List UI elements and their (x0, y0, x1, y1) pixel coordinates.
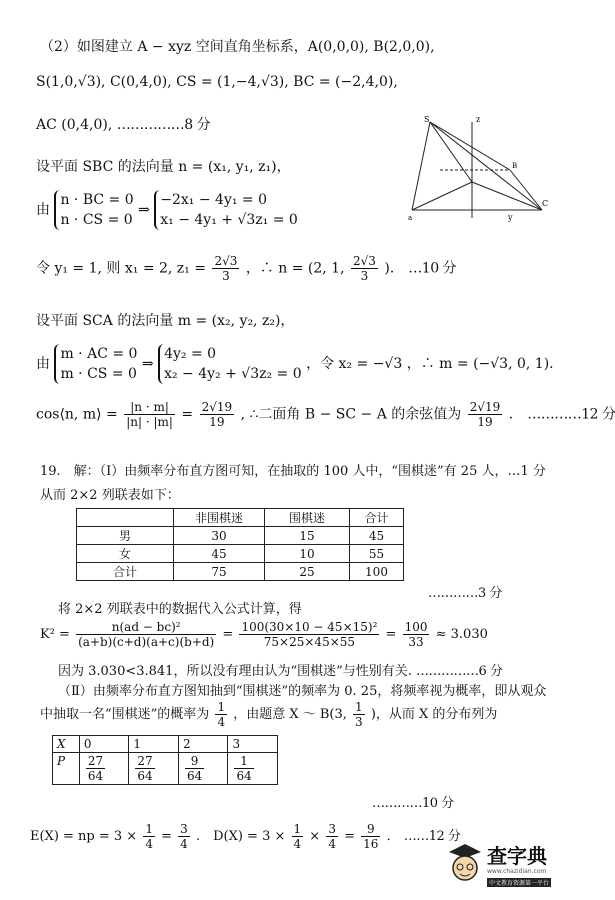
table-row (77, 545, 404, 563)
table-cell: 男 (77, 527, 174, 545)
frac-dx2 (326, 822, 338, 851)
line-ac (36, 114, 210, 134)
frac-num: 9 (185, 754, 204, 769)
part2-intro: （Ⅱ）由频率分布直方图知抽到“围棋迷”的频率为 0. 25，将频率视为概率，即从观众 (58, 684, 547, 699)
equals-sign: = (161, 829, 173, 844)
score-12b: ……12 分 (403, 829, 461, 844)
line-system-1 (36, 190, 298, 230)
frac-den: 64 (186, 769, 203, 783)
label-s: S (424, 115, 430, 124)
cond-m-cs: m · CS = 0 (60, 366, 137, 382)
frac-num: 1 (217, 700, 226, 714)
frac-k-numeric (239, 620, 379, 649)
frac-cos-value (200, 400, 235, 429)
frac-k-simplified (403, 620, 430, 649)
frac-dihedral-value (468, 400, 503, 429)
table-cell (79, 753, 129, 785)
chazidian-logo (445, 836, 563, 894)
frac-num: 3 (328, 822, 336, 836)
equals-sign: = (181, 406, 194, 423)
frac-den: 3 (222, 269, 230, 283)
label-y: y (508, 213, 513, 222)
table-cell: 75 (174, 563, 265, 581)
eq-m-2: x₂ − 4y₂ + √3z₂ = 0 (164, 366, 302, 382)
frac-ex1 (143, 822, 155, 851)
period: ． (386, 829, 400, 844)
n-solution-text: 令 y₁ = 1, 则 x₁ = 2, z₁ = (36, 260, 206, 277)
label-a: a (408, 214, 413, 222)
table-cell: 10 (265, 545, 350, 563)
frac-p2 (185, 754, 204, 783)
frac-num: 3 (180, 822, 188, 836)
edge-mid-c (472, 182, 542, 210)
score-12a: …………12 分 (527, 406, 615, 423)
mascot-icon (445, 840, 485, 886)
table-cell: 3 (228, 736, 278, 753)
because-line (58, 660, 502, 679)
line-coordinate-system: （2）如图建立 A − xyz 空间直角坐标系，A(0,0,0), B(2,0,0), (40, 39, 435, 55)
table-cell: 1 (129, 736, 179, 753)
logo-title: 查字典 (487, 844, 547, 868)
frac-num: 2√3 (353, 254, 376, 268)
edge-sa (412, 122, 430, 210)
frac-n3 (351, 254, 378, 283)
system-equations-m (158, 344, 302, 384)
table-header-row (77, 509, 404, 527)
frac-den: 19 (209, 415, 225, 429)
k-lhs: K² = (40, 627, 70, 642)
frac-binomial-p (353, 700, 365, 729)
frac-p1 (135, 754, 154, 783)
times-sign: × (309, 829, 321, 844)
frac-z1 (212, 254, 239, 283)
expectation-variance (30, 822, 460, 851)
frac-prob (215, 700, 227, 729)
q19-table-intro: 从而 2×2 列联表如下： (40, 488, 180, 503)
dihedral-text: , ∴二面角 B − SC − A 的余弦值为 (240, 406, 462, 423)
table-cell: 30 (174, 527, 265, 545)
system-equations-n (154, 190, 298, 230)
dx-text: . D(X) = 3 × (195, 829, 286, 844)
ac-vector: AC (0,4,0), (36, 117, 113, 133)
table-cell: 合计 (77, 563, 174, 581)
frac-num: 1 (355, 700, 363, 714)
frac-den: 64 (137, 769, 153, 783)
cond-m-ac: m · AC = 0 (60, 346, 138, 362)
frac-num: 1 (293, 822, 302, 836)
k-formula (40, 620, 488, 649)
equals-sign: = (385, 627, 397, 642)
prob-text: 中抽取一名“围棋迷”的概率为 (40, 707, 210, 722)
table-row-x (53, 736, 278, 753)
eq-n-2: x₁ − 4y₁ + √3z₁ = 0 (160, 212, 298, 228)
table-cell: X (53, 736, 80, 753)
line-n-solution (36, 254, 456, 283)
frac-den: 4 (328, 837, 336, 851)
you-prefix: 由 (36, 202, 50, 218)
frac-den: 3 (360, 269, 369, 283)
you-prefix-2: 由 (36, 356, 50, 372)
equals-sign: = (344, 829, 356, 844)
implies-arrow: ⇒ (138, 202, 150, 218)
q19-intro: 19. 解：（Ⅰ）由频率分布直方图可知，在抽取的 100 人中，“围棋迷”有 25 人，…1 分 (40, 464, 546, 479)
table-cell: P (53, 753, 80, 785)
line-system-2 (36, 344, 563, 384)
table-cell: 2 (178, 736, 228, 753)
frac-den: 64 (236, 769, 252, 783)
m-solution-text: ，令 x₂ = −√3 ，∴ m = (−√3, 0, 1)． (306, 356, 564, 372)
cond-n-bc: n · BC = 0 (60, 192, 134, 208)
frac-den: (a+b)(c+d)(a+c)(b+d) (78, 635, 215, 649)
table-cell: 45 (174, 545, 265, 563)
frac-den: 19 (477, 415, 493, 429)
system-conditions-n (54, 190, 133, 230)
frac-dx3 (361, 822, 380, 851)
table-cell: 合计 (350, 509, 404, 527)
score-8: ……………8 分 (116, 117, 211, 133)
frac-p0 (86, 754, 105, 783)
equals-sign: = (222, 627, 234, 642)
binomial-text: ，由题意 X ～ B(3, (233, 707, 347, 722)
label-z: z (476, 115, 481, 124)
because-text: 因为 3.030<3.841，所以没有理由认为“围棋迷”与性别有关. (58, 664, 412, 679)
frac-num: 2√3 (214, 254, 238, 268)
table-cell: 100 (350, 563, 404, 581)
edge-a-mid (412, 182, 472, 210)
frac-den: 4 (217, 715, 226, 729)
distribution-table (52, 735, 278, 785)
line-normal-n: 设平面 SBC 的法向量 n = (x₁, y₁, z₁)， (36, 159, 291, 175)
table-row-p (53, 753, 278, 785)
frac-ex2 (178, 822, 190, 851)
line-normal-m: 设平面 SCA 的法向量 m = (x₂, y₂, z₂)， (36, 313, 295, 329)
logo-slogan: 中文教育资源第一平台 (489, 880, 550, 887)
part2-binomial (40, 700, 497, 729)
frac-p3 (234, 754, 253, 783)
frac-dx1 (292, 822, 304, 851)
edge-sc (430, 122, 542, 210)
period: ． (508, 406, 523, 423)
frac-num: |n · m| (124, 400, 175, 415)
table-cell: 45 (350, 527, 404, 545)
k-approx: ≈ 3.030 (435, 627, 488, 642)
logo-url: www.chazidian.com (487, 868, 547, 875)
frac-den: 64 (87, 769, 104, 783)
frac-num: 100 (404, 620, 428, 634)
eq-n-1: −2x₁ − 4y₁ = 0 (160, 192, 268, 208)
table-cell: 非围棋迷 (174, 509, 265, 527)
system-conditions-m (54, 344, 137, 384)
frac-den: 16 (363, 837, 379, 851)
ex-text: E(X) = np = 3 × (30, 829, 138, 844)
frac-num: 2√19 (201, 400, 233, 414)
table-cell (178, 753, 228, 785)
table-cell: 55 (350, 545, 404, 563)
frac-den: 4 (180, 837, 188, 851)
table-cell: 围棋迷 (265, 509, 350, 527)
frac-num: 1 (234, 754, 253, 769)
line-cosine (36, 400, 615, 429)
table-cell (77, 509, 174, 527)
implies-arrow-2: ⇒ (141, 356, 154, 372)
frac-num: 9 (361, 822, 380, 837)
table-cell (228, 753, 278, 785)
edge-s-mid (430, 122, 472, 182)
table-row (77, 527, 404, 545)
frac-cos-formula (124, 400, 175, 429)
score-3: …………3 分 (428, 586, 502, 601)
score-10a: …10 分 (408, 260, 457, 277)
label-b: B (512, 162, 518, 170)
frac-num: n(ad − bc)² (76, 620, 216, 635)
cos-lhs: cos⟨n, m⟩ = (36, 406, 118, 423)
table-row (77, 563, 404, 581)
frac-den: 3 (355, 715, 363, 729)
score-10b: …………10 分 (372, 796, 454, 811)
frac-num: 27 (87, 754, 104, 768)
table-cell (129, 753, 179, 785)
frac-den: 33 (408, 635, 424, 649)
frac-num: 100(30×10 − 45×15)² (241, 620, 378, 634)
frac-num: 27 (137, 754, 153, 768)
table-cell: 女 (77, 545, 174, 563)
table-cell: 0 (79, 736, 129, 753)
frac-den: |n| · |m| (126, 415, 173, 429)
n-vector-text: ，∴ n = (2, 1, (245, 260, 345, 277)
frac-den: 75×25×45×55 (263, 635, 356, 649)
n-vector-close: )． (384, 260, 404, 277)
edge-sb (430, 122, 510, 170)
cond-n-cs: n · CS = 0 (60, 212, 133, 228)
contingency-table (76, 508, 404, 581)
distribution-text: )，从而 X 的分布列为 (370, 707, 498, 722)
frac-k-general (76, 620, 216, 649)
frac-den: 4 (293, 837, 302, 851)
frac-num: 2√19 (469, 400, 501, 414)
frac-den: 4 (145, 837, 153, 851)
table-cell: 25 (265, 563, 350, 581)
table-cell: 15 (265, 527, 350, 545)
k-intro: 将 2×2 列联表中的数据代入公式计算，得 (58, 602, 302, 617)
line-points: S(1,0,√3), C(0,4,0), CS = (1,−4,√3), BC = (−2,4,0), (36, 74, 398, 90)
score-6: ……………6 分 (416, 664, 503, 679)
pyramid-figure (400, 110, 550, 225)
eq-m-1: 4y₂ = 0 (164, 346, 217, 362)
label-c: C (542, 199, 549, 208)
frac-num: 1 (145, 822, 153, 836)
